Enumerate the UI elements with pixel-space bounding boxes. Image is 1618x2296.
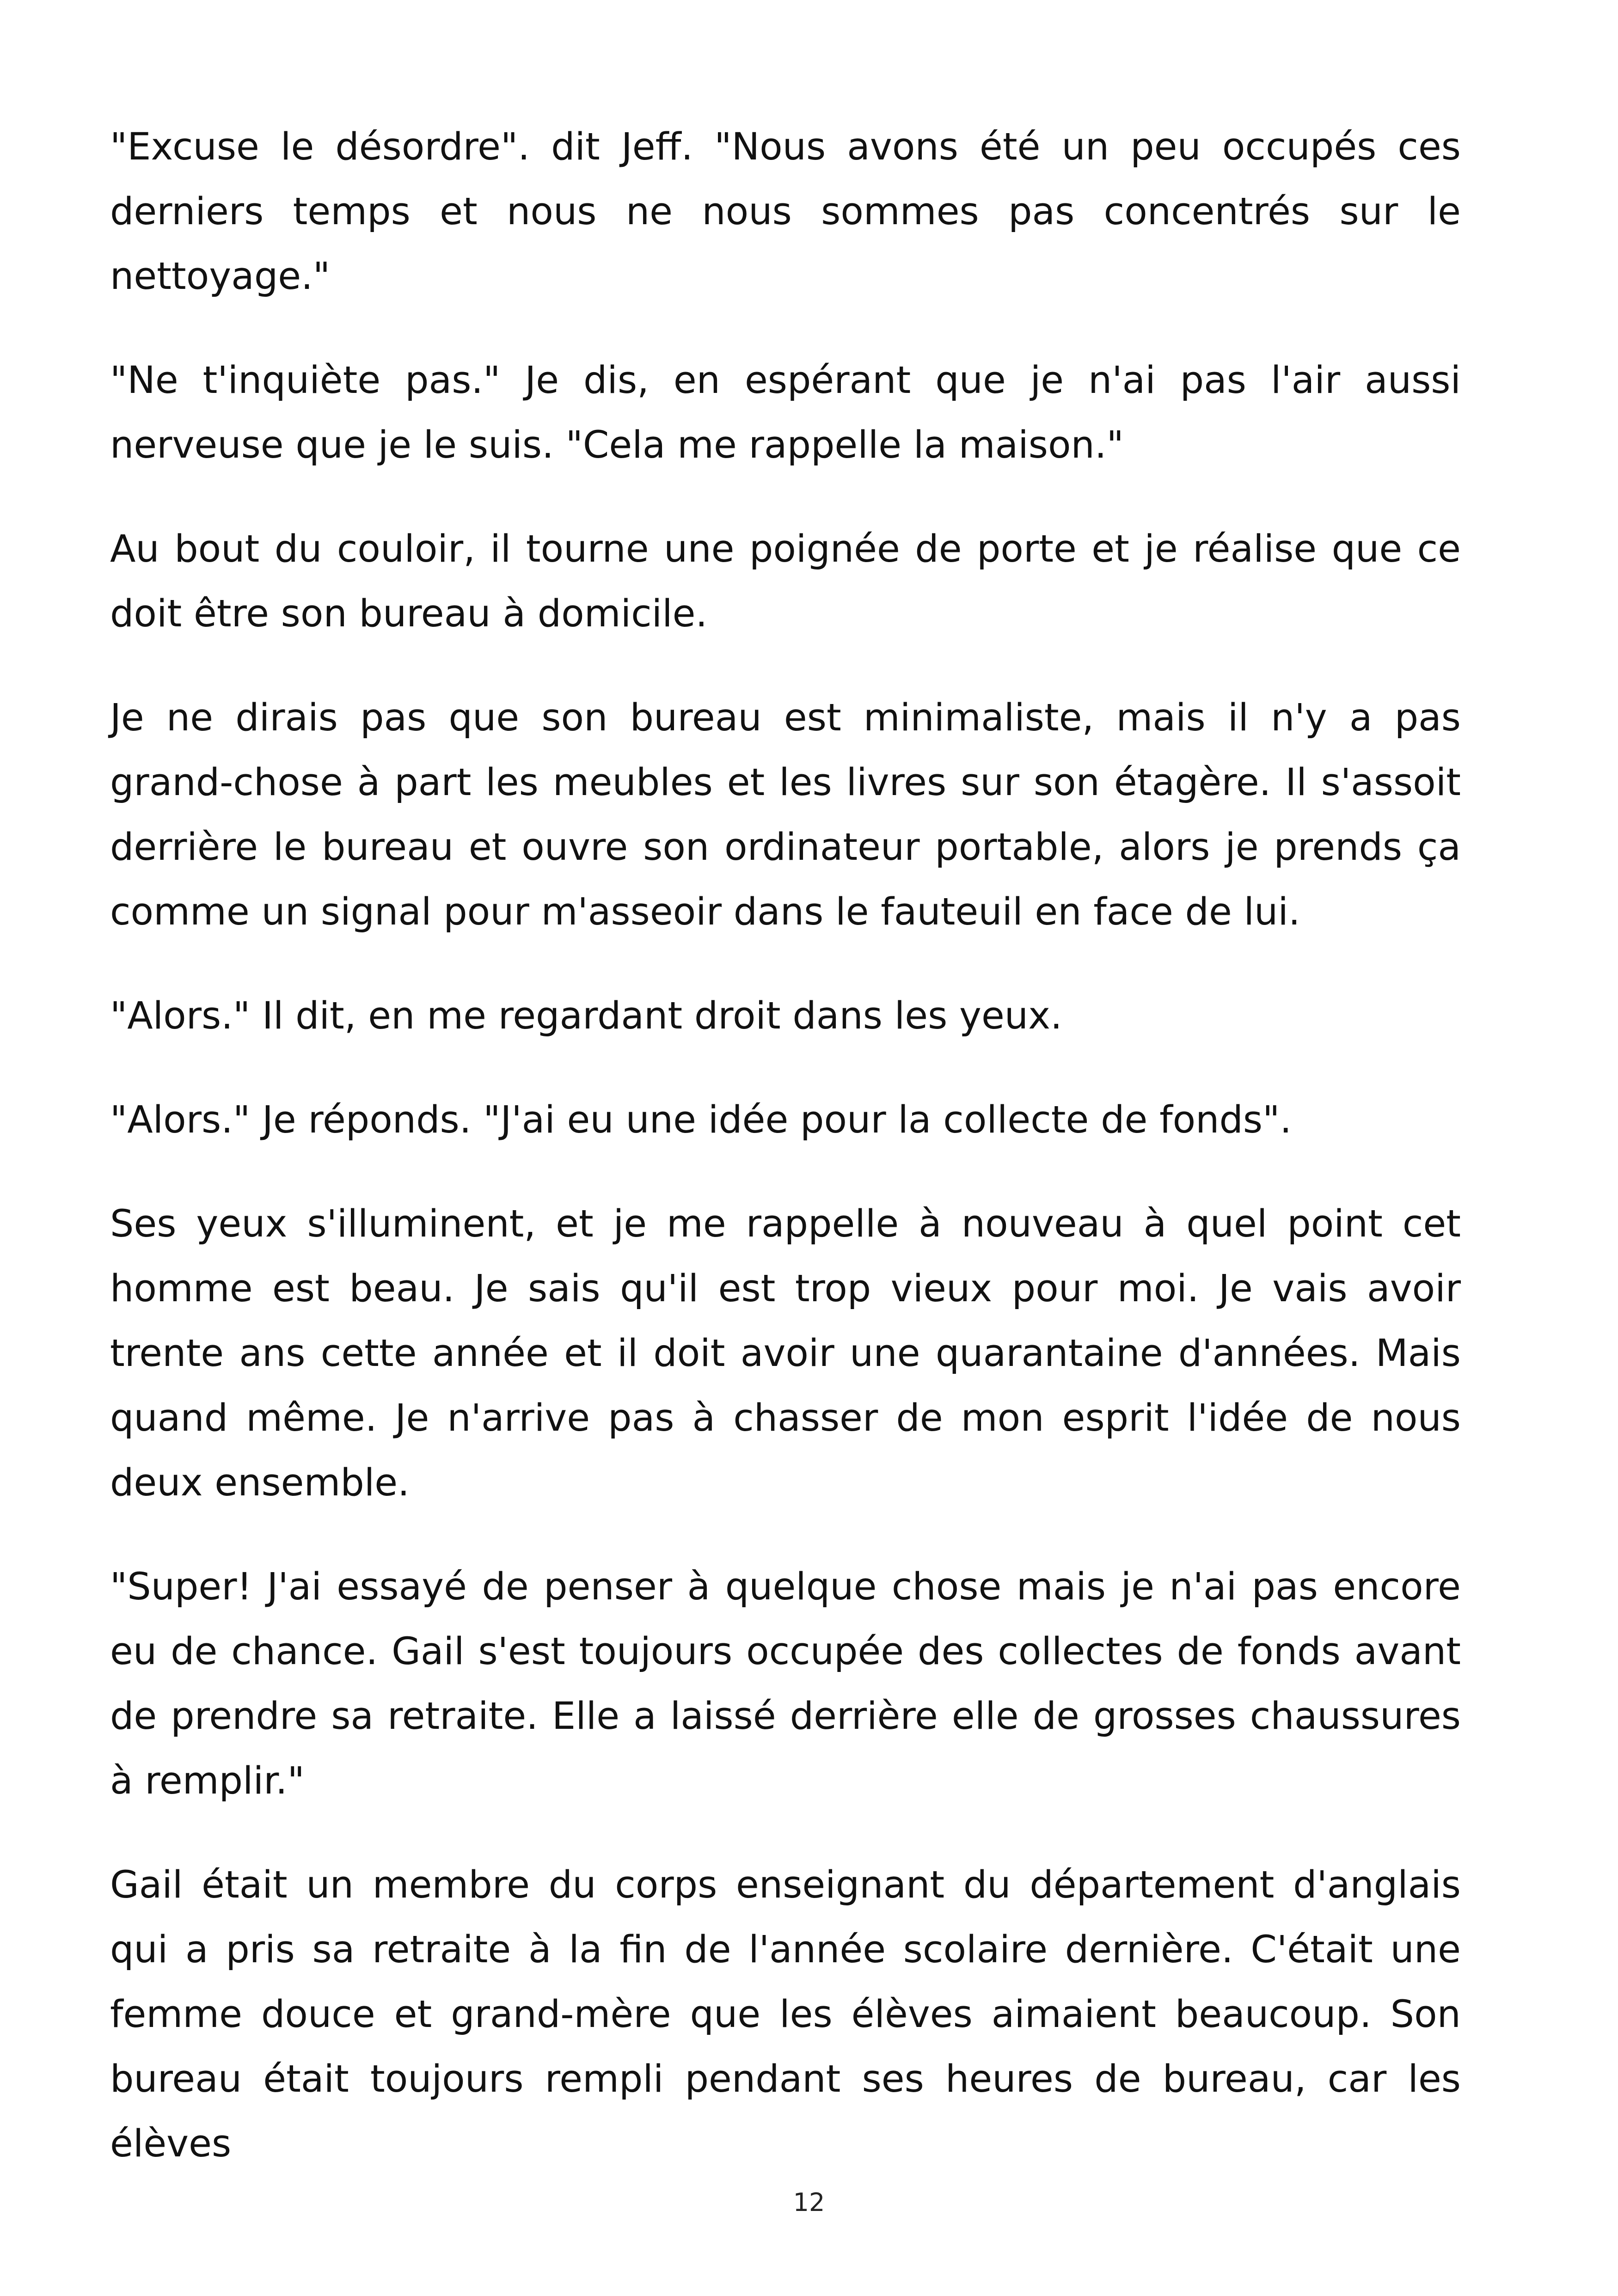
body-text xyxy=(110,115,1461,2216)
paragraph-1: "Excuse le désordre". dit Jeff. "Nous avons été un peu occupés ces derniers temps et nous ne nous sommes pas concentrés sur le nettoyage." xyxy=(110,125,1461,298)
paragraph-2: "Ne t'inquiète pas." Je dis, en espérant que je n'ai pas l'air aussi nerveuse que je le suis. "Cela me rappelle la maison." xyxy=(110,359,1461,467)
paragraph-9: Gail était un membre du corps enseignant du département d'anglais qui a pris sa retraite à la fin de l'année scolaire dernière. C'était une femme douce et grand-mère que les élèves aimaient beaucoup. Son bureau était toujours rempli pendant ses heures de bureau, car les élèves xyxy=(110,1863,1461,2166)
paragraph-4: Je ne dirais pas que son bureau est minimaliste, mais il n'y a pas grand-chose à part les meubles et les livres sur son étagère. Il s'assoit derrière le bureau et ouvre son ordinateur portable, alors je prends ça comme un signal pour m'asseoir dans le fauteuil en face de lui. xyxy=(110,696,1461,934)
paragraph-8: "Super! J'ai essayé de penser à quelque chose mais je n'ai pas encore eu de chance. Gail s'est toujours occupée des collectes de fonds avant de prendre sa retraite. Elle a laissé derrière elle de grosses chaussures à remplir." xyxy=(110,1565,1461,1803)
paragraph-5: "Alors." Il dit, en me regardant droit dans les yeux. xyxy=(110,994,1062,1038)
page-number: 12 xyxy=(793,2188,825,2217)
paragraph-6: "Alors." Je réponds. "J'ai eu une idée pour la collecte de fonds". xyxy=(110,1098,1292,1142)
paragraph-7: Ses yeux s'illuminent, et je me rappelle à nouveau à quel point cet homme est beau. Je sais qu'il est trop vieux pour moi. Je vais avoir trente ans cette année et il doit avoir une quarantaine d'années. Mais quand même. Je n'arrive pas à chasser de mon esprit l'idée de nous deux ensemble. xyxy=(110,1202,1461,1505)
paragraph-3: Au bout du couloir, il tourne une poignée de porte et je réalise que ce doit être son bureau à domicile. xyxy=(110,527,1461,636)
